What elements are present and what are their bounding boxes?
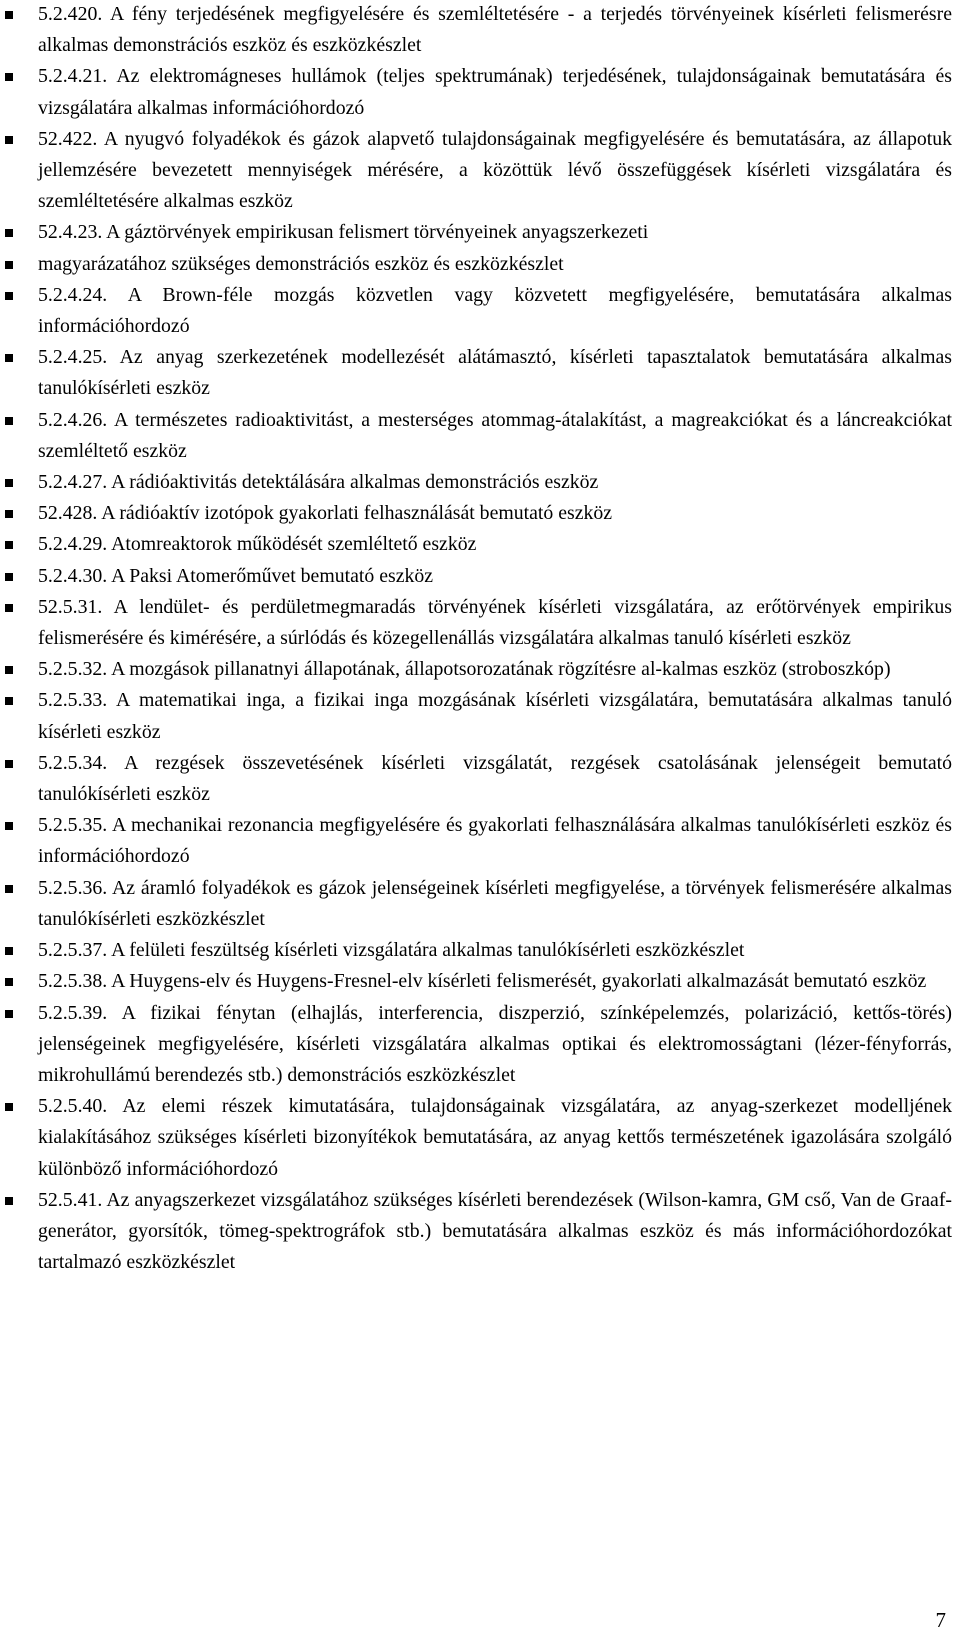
item-text: A mechanikai rezonancia megfigyelésére és gyakorlati felhasználására alkalmas tanulókísérleti eszköz és információhordozó	[38, 814, 952, 868]
item-text: Az áramló folyadékok es gázok jelenségeinek kísérleti megfigyelése, a törvények felismerésére alkalmas tanulókísérleti eszközkészlet	[38, 876, 953, 930]
list-item	[0, 748, 960, 810]
list-item	[0, 1185, 960, 1279]
square-bullet-icon	[5, 604, 13, 612]
item-text: A gáztörvények empirikusan felismert törvényeinek anyagszerkezeti	[106, 221, 649, 244]
list-item	[0, 280, 960, 342]
item-number: 52.5.31.	[38, 595, 103, 618]
item-number: 5.2.5.34.	[38, 751, 108, 774]
list-item	[0, 498, 960, 529]
item-text: Az anyag szerkezetének modellezését alátámasztó, kísérleti tapasztalatok bemutatására alkalmas tanulókísérleti eszköz	[38, 346, 952, 400]
item-text: A nyugvó folyadékok és gázok alapvető tulajdonságainak megfigyelésére és bemutatására, az állapotuk jellemzésére bevezetett mennyiségek mérésére, a közöttük lévő összefüggések kísérleti vizsgálatára és szemléltetésére alkalmas eszköz	[38, 127, 952, 213]
item-number: 52.422.	[38, 127, 98, 150]
item-number: 5.2.5.35.	[38, 814, 108, 837]
item-number: 5.2.4.29.	[38, 533, 108, 556]
item-number: 52.428.	[38, 502, 98, 525]
list-item	[0, 1091, 960, 1185]
item-text: Az anyagszerkezet vizsgálatához szükséges kísérleti berendezések (Wilson-kamra, GM cső, Van de Graaf-generátor, gyorsítók, tömeg-spektrográfok stb.) bemutatására alkalmas eszköz és más információhordozókat tartalmazó eszközkészlet	[38, 1188, 952, 1274]
item-number: 5.2.420.	[38, 3, 103, 25]
list-item	[0, 217, 960, 248]
list-item	[0, 249, 960, 280]
item-number: 5.2.5.38.	[38, 970, 108, 993]
square-bullet-icon	[5, 510, 13, 518]
item-text: A természetes radioaktivitást, a mesterséges atommag-átalakítást, a magreakciókat és a láncreakciókat szemléltető eszköz	[38, 408, 953, 462]
item-text: A fizikai fénytan (elhajlás, interferencia, diszperzió, színképelemzés, polarizáció, kettős-törés) jelenségeinek megfigyelésére, kísérleti vizsgálatára alkalmas optikai és elektromosságtani (lézer-fényforrás, mikrohullámú berendezés stb.) demonstrációs eszközkészlet	[38, 1001, 952, 1086]
list-item	[0, 935, 960, 966]
list-item	[0, 561, 960, 592]
square-bullet-icon	[5, 1197, 13, 1205]
item-text: A felületi feszültség kísérleti vizsgálatára alkalmas tanulókísérleti eszközkészlet	[111, 939, 745, 962]
list-item	[0, 810, 960, 872]
list-item	[0, 342, 960, 404]
item-number: 5.2.5.39.	[38, 1001, 108, 1024]
item-number: 5.2.4.21.	[38, 65, 108, 88]
item-text: Az elektromágneses hullámok (teljes spektrumának) terjedésének, tulajdonságainak bemutatására és vizsgálatára alkalmas információhordozó	[38, 65, 952, 119]
item-text: A Brown-féle mozgás közvetlen vagy közvetett megfigyelésére, bemutatására alkalmas információhordozó	[38, 283, 952, 338]
list-item	[0, 61, 960, 123]
square-bullet-icon	[5, 292, 13, 300]
item-text: A lendület- és perdületmegmaradás törvényének kísérleti vizsgálatára, az erőtörvények empirikus felismerésére és kimérésére, a súrlódás és közegellenállás vizsgálatára alkalmas tanuló kísérleti eszköz	[38, 595, 952, 650]
list-item	[0, 654, 960, 685]
item-number: 5.2.4.30.	[38, 564, 108, 587]
list-item	[0, 467, 960, 498]
square-bullet-icon	[5, 1010, 13, 1018]
list-item	[0, 592, 960, 654]
item-number: 52.5.41.	[38, 1188, 103, 1211]
list-item	[0, 998, 960, 1092]
square-bullet-icon	[5, 978, 13, 986]
item-number: 5.2.5.33.	[38, 689, 108, 712]
list-item	[0, 685, 960, 747]
item-number: 5.2.4.26.	[38, 408, 108, 431]
square-bullet-icon	[5, 11, 13, 19]
item-text: A fény terjedésének megfigyelésére és szemléltetésére - a terjedés törvényeinek kísérleti felismerésre alkalmas demonstrációs eszköz és eszközkészlet	[38, 3, 952, 57]
list-item	[0, 873, 960, 935]
item-text: A Huygens-elv és Huygens-Fresnel-elv kísérleti felismerését, gyakorlati alkalmazását bemutató eszköz	[111, 970, 927, 993]
item-number: 5.2.4.24.	[38, 283, 108, 306]
item-text: Atomreaktorok működését szemléltető eszköz	[111, 533, 477, 556]
square-bullet-icon	[5, 229, 13, 237]
item-number: 5.2.5.37.	[38, 939, 108, 962]
square-bullet-icon	[5, 947, 13, 955]
square-bullet-icon	[5, 573, 13, 581]
item-text: magyarázatához szükséges demonstrációs eszköz és eszközkészlet	[38, 252, 564, 275]
item-number: 5.2.4.27.	[38, 471, 108, 494]
item-text: A Paksi Atomerőművet bemutató eszköz	[111, 564, 434, 587]
square-bullet-icon	[5, 73, 13, 81]
item-text: A matematikai inga, a fizikai inga mozgásának kísérleti vizsgálatára, bemutatására alkalmas tanuló kísérleti eszköz	[38, 689, 953, 743]
list-item	[0, 529, 960, 560]
square-bullet-icon	[5, 354, 13, 362]
square-bullet-icon	[5, 697, 13, 705]
item-number: 5.2.4.25.	[38, 346, 108, 369]
item-number: 5.2.5.40.	[38, 1095, 108, 1118]
square-bullet-icon	[5, 479, 13, 487]
item-text: A rádióaktivitás detektálására alkalmas demonstrációs eszköz	[111, 471, 599, 494]
item-text: A rádióaktív izotópok gyakorlati felhasználását bemutató eszköz	[101, 502, 613, 525]
list-item	[0, 966, 960, 997]
list-item	[0, 405, 960, 467]
square-bullet-icon	[5, 1103, 13, 1111]
square-bullet-icon	[5, 541, 13, 549]
square-bullet-icon	[5, 136, 13, 144]
list-item	[0, 0, 960, 61]
item-number: 52.4.23.	[38, 221, 103, 244]
item-number: 5.2.5.32.	[38, 658, 108, 681]
square-bullet-icon	[5, 760, 13, 768]
square-bullet-icon	[5, 417, 13, 425]
square-bullet-icon	[5, 822, 13, 830]
square-bullet-icon	[5, 666, 13, 674]
item-number: 5.2.5.36.	[38, 876, 108, 899]
item-text: A mozgások pillanatnyi állapotának, állapotsorozatának rögzítésre al-kalmas eszköz (stroboszkóp)	[111, 658, 891, 681]
list-item	[0, 124, 960, 218]
item-text: Az elemi részek kimutatására, tulajdonságainak vizsgálatára, az anyag-szerkezet modelljének kialakításához szükséges kísérleti bizonyítékok bemutatására, az anyag kettős természetének igazolására szolgáló különböző információhordozó	[38, 1095, 952, 1180]
item-text: A rezgések összevetésének kísérleti vizsgálatát, rezgések csatolásának jelenségeit bemutató tanulókísérleti eszköz	[38, 751, 953, 806]
square-bullet-icon	[5, 261, 13, 269]
square-bullet-icon	[5, 885, 13, 893]
page-number: 7	[935, 1608, 946, 1632]
